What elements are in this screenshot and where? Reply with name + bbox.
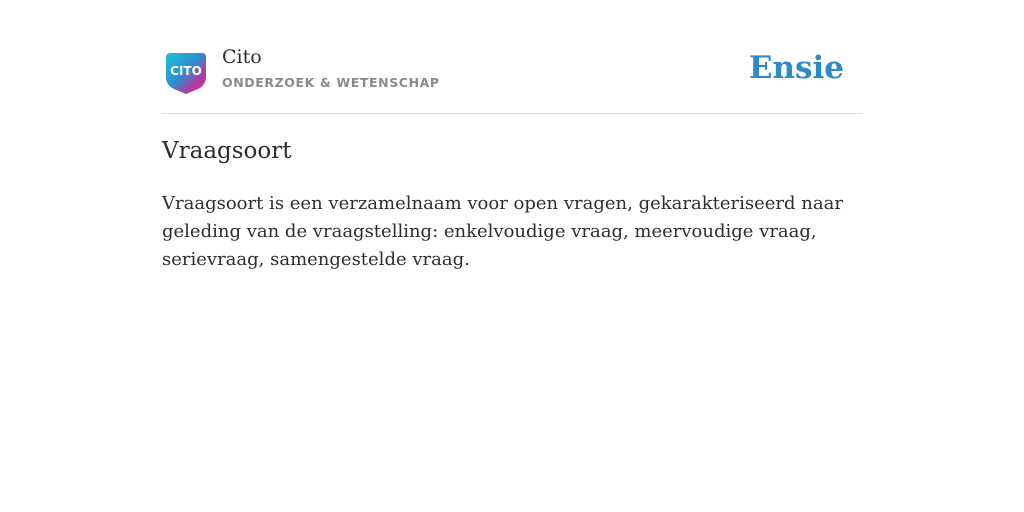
definition-text: Vraagsoort is een verzamelnaam voor open vragen, gekarakteriseerd naar geleding van de vraagstelling: enkelvoudige vraag, meervoudige vraag, serievraag, samengestelde vraag.: [162, 193, 843, 270]
ensie-brand-link[interactable]: Ensie: [748, 50, 844, 86]
page-container: [162, 0, 862, 270]
org-name[interactable]: Cito: [222, 46, 262, 68]
cito-logo-icon[interactable]: [165, 51, 208, 94]
header: [162, 0, 862, 114]
org-subtitle: ONDERZOEK & WETENSCHAP: [222, 75, 440, 90]
logo-text: CITO: [170, 64, 202, 78]
page-title: Vraagsoort: [162, 138, 292, 164]
